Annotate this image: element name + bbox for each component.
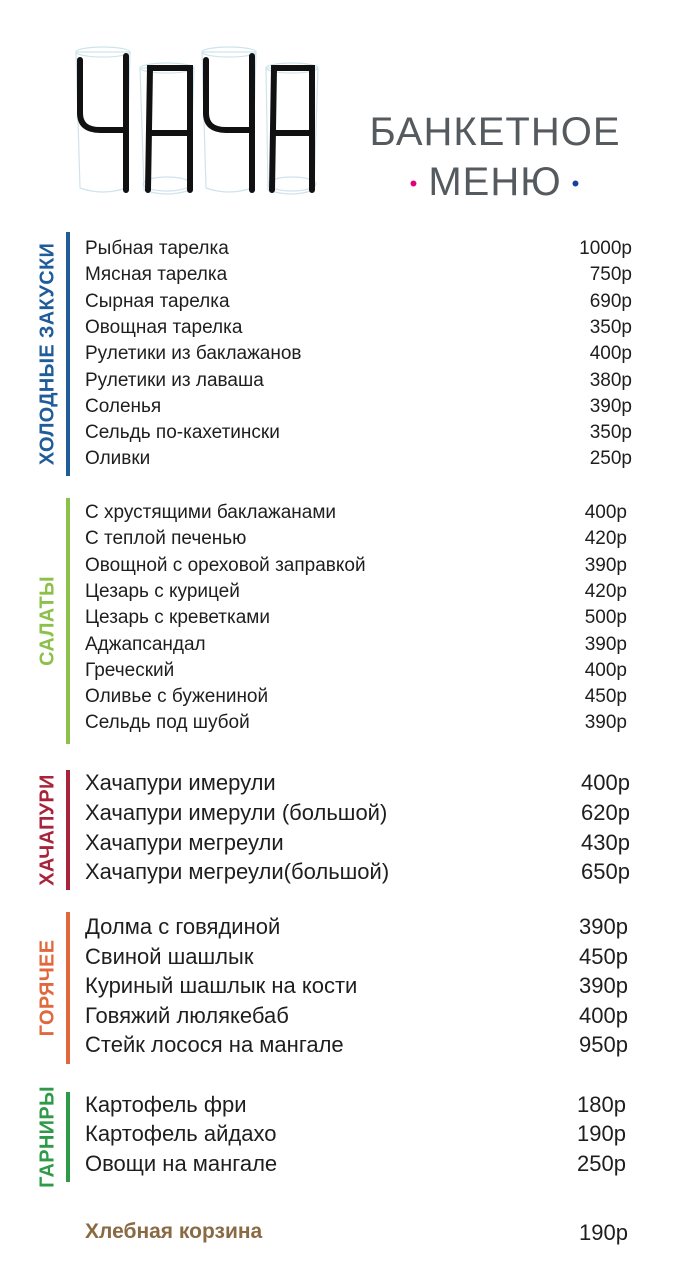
menu-item-name: Долма с говядиной xyxy=(85,914,281,939)
menu-item-price: 390р xyxy=(584,712,627,734)
menu-item-name: Овощной с ореховой заправкой xyxy=(85,554,366,576)
section-bar xyxy=(66,770,70,890)
menu-item-name: Овощи на мангале xyxy=(85,1150,278,1176)
menu-item-name: Куриный шашлык на кости xyxy=(85,973,358,998)
menu-item-price: 750р xyxy=(589,264,632,286)
menu-item-name: Соленья xyxy=(85,395,162,417)
section-label: САЛАТЫ xyxy=(36,576,59,666)
menu-item-name: Картофель айдахо xyxy=(85,1121,277,1147)
title-line1: БАНКЕТНОЕ xyxy=(369,110,621,154)
menu-item-price: 190р xyxy=(577,1121,626,1147)
menu-item-price: 350р xyxy=(589,316,632,338)
menu-title xyxy=(360,112,630,202)
menu-item-price: 390р xyxy=(579,914,628,939)
section-cold-appetizers xyxy=(0,232,698,476)
menu-item-name: Стейк лосося на мангале xyxy=(85,1032,344,1057)
menu-item-name: Цезарь с курицей xyxy=(85,580,240,602)
section-label: ГОРЯЧЕЕ xyxy=(36,939,59,1037)
menu-item-name: Мясная тарелка xyxy=(85,264,228,286)
menu-item-price: 390р xyxy=(579,973,628,998)
menu-item-price: 1000р xyxy=(579,238,632,259)
menu-item-price: 400р xyxy=(589,343,632,365)
menu-item-price: 620р xyxy=(581,799,630,825)
section-label: ГАРНИРЫ xyxy=(36,1086,59,1188)
menu-item-name: Оливки xyxy=(85,448,151,470)
menu-item-name: Хачапури мегреули xyxy=(85,829,284,855)
menu-item-price: 420р xyxy=(584,580,627,602)
menu-item-name: С теплой печенью xyxy=(85,528,247,550)
menu-item-name: С хрустящими баклажанами xyxy=(85,502,337,523)
menu-item-name: Говяжий люлякебаб xyxy=(85,1002,289,1028)
section-label: ХОЛОДНЫЕ ЗАКУСКИ xyxy=(36,242,59,466)
menu-item-name: Рыбная тарелка xyxy=(85,238,229,259)
menu-item-name: Свиной шашлык xyxy=(85,943,254,969)
menu-item-price: 380р xyxy=(589,369,632,391)
menu-item-price: 390р xyxy=(584,633,627,655)
menu-item-name: Оливье с бужениной xyxy=(85,686,269,708)
menu-item-price: 250р xyxy=(589,448,632,470)
section-bar xyxy=(66,232,70,476)
menu-item-price: 400р xyxy=(584,502,627,523)
section-label: ХАЧАПУРИ xyxy=(36,774,59,886)
section-bar xyxy=(66,498,70,744)
menu-item-name: Овощная тарелка xyxy=(85,316,243,338)
menu-item-name: Хачапури имерули xyxy=(85,770,276,795)
menu-item-price: 390р xyxy=(584,554,627,576)
menu-item-name: Рулетики из лаваша xyxy=(85,369,264,391)
section-bar xyxy=(66,912,70,1064)
menu-item-name: Греческий xyxy=(85,659,175,681)
bread-basket-price: 190р xyxy=(579,1220,628,1245)
chacha-logo xyxy=(70,38,320,203)
menu-item-price: 420р xyxy=(584,528,627,550)
menu-item-price: 400р xyxy=(581,770,630,795)
menu-item-price: 400р xyxy=(579,1002,628,1028)
menu-item-name: Картофель фри xyxy=(85,1092,247,1117)
menu-item-name: Рулетики из баклажанов xyxy=(85,343,302,365)
menu-item-price: 450р xyxy=(579,943,628,969)
menu-item-name: Сельдь по-кахетински xyxy=(85,422,280,444)
menu-item-price: 350р xyxy=(589,422,632,444)
menu-item-name: Сырная тарелка xyxy=(85,290,230,312)
menu-item-price: 180р xyxy=(577,1092,626,1117)
menu-item-price: 430р xyxy=(581,829,630,855)
menu-item-price: 500р xyxy=(584,607,627,629)
section-sides xyxy=(0,1086,698,1188)
dot-right-icon: • xyxy=(571,171,581,197)
menu-item-name: Хачапури мегреули(большой) xyxy=(85,859,390,885)
menu-item-price: 390р xyxy=(589,395,632,417)
menu-item-price: 950р xyxy=(579,1032,628,1057)
section-bar xyxy=(66,1092,70,1182)
menu-item-price: 250р xyxy=(577,1150,626,1176)
menu-item-price: 650р xyxy=(581,859,630,885)
section-hot-dishes xyxy=(0,912,698,1064)
section-khachapuri xyxy=(0,770,698,890)
title-line2: МЕНЮ xyxy=(428,160,562,204)
section-salads xyxy=(0,498,698,744)
menu-item-name: Цезарь с креветками xyxy=(85,607,270,629)
bread-basket-label: Хлебная корзина xyxy=(85,1220,263,1243)
menu-item-price: 400р xyxy=(584,659,627,681)
dot-left-icon: • xyxy=(409,171,419,197)
menu-item-price: 690р xyxy=(589,290,632,312)
menu-item-name: Аджапсандал xyxy=(85,633,206,655)
menu-item-name: Хачапури имерули (большой) xyxy=(85,799,388,825)
menu-item-price: 450р xyxy=(584,686,627,708)
menu-item-name: Сельдь под шубой xyxy=(85,712,250,734)
